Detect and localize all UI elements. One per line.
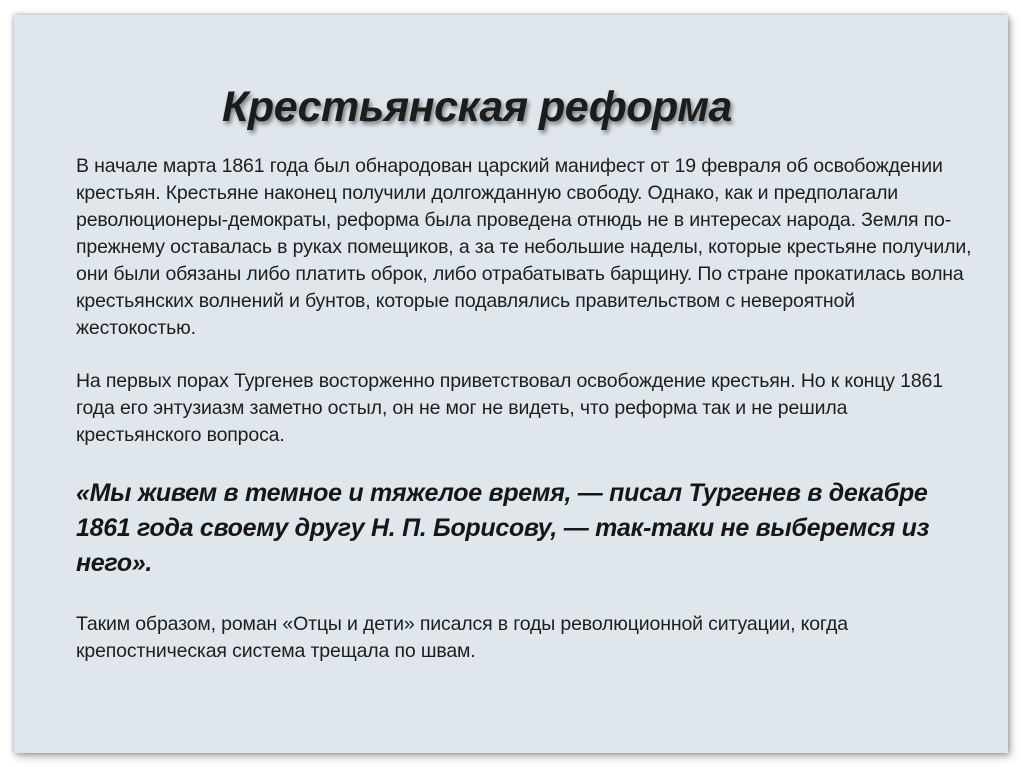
slide — [14, 15, 1008, 753]
paragraph-conclusion: Таким образом, роман «Отцы и дети» писался в годы революционной ситуации, когда крепостническая система трещала по швам. — [76, 613, 848, 662]
turgenev-quote: «Мы живем в темное и тяжелое время, — писал Тургенев в декабре 1861 года своему другу Н. П. Борисову, — так-таки не выберемся из него». — [76, 479, 930, 577]
paragraph-turgenev: На первых порах Тургенев восторженно приветствовал освобождение крестьян. Но к концу 1861 года его энтузиазм заметно остыл, он не мог не видеть, что реформа так и не решила крестьянского вопроса. — [76, 370, 943, 446]
slide-title: Крестьянская реформа — [222, 83, 732, 131]
paragraph-reform: В начале марта 1861 года был обнародован царский манифест от 19 февраля об освобождении крестьян. Крестьяне наконец получили долгожданную свободу. Однако, как и предполагали революционеры-демократы, реформа была проведена отнюдь не в интересах народа. Земля по-прежнему оставалась в руках помещиков, а за те небольшие наделы, которые крестьяне получили, они были обязаны либо платить оброк, либо отрабатывать барщину. По стране прокатилась волна крестьянских волнений и бунтов, которые подавлялись правительством с невероятной жестокостью. — [76, 155, 972, 339]
slide-body — [76, 153, 976, 665]
